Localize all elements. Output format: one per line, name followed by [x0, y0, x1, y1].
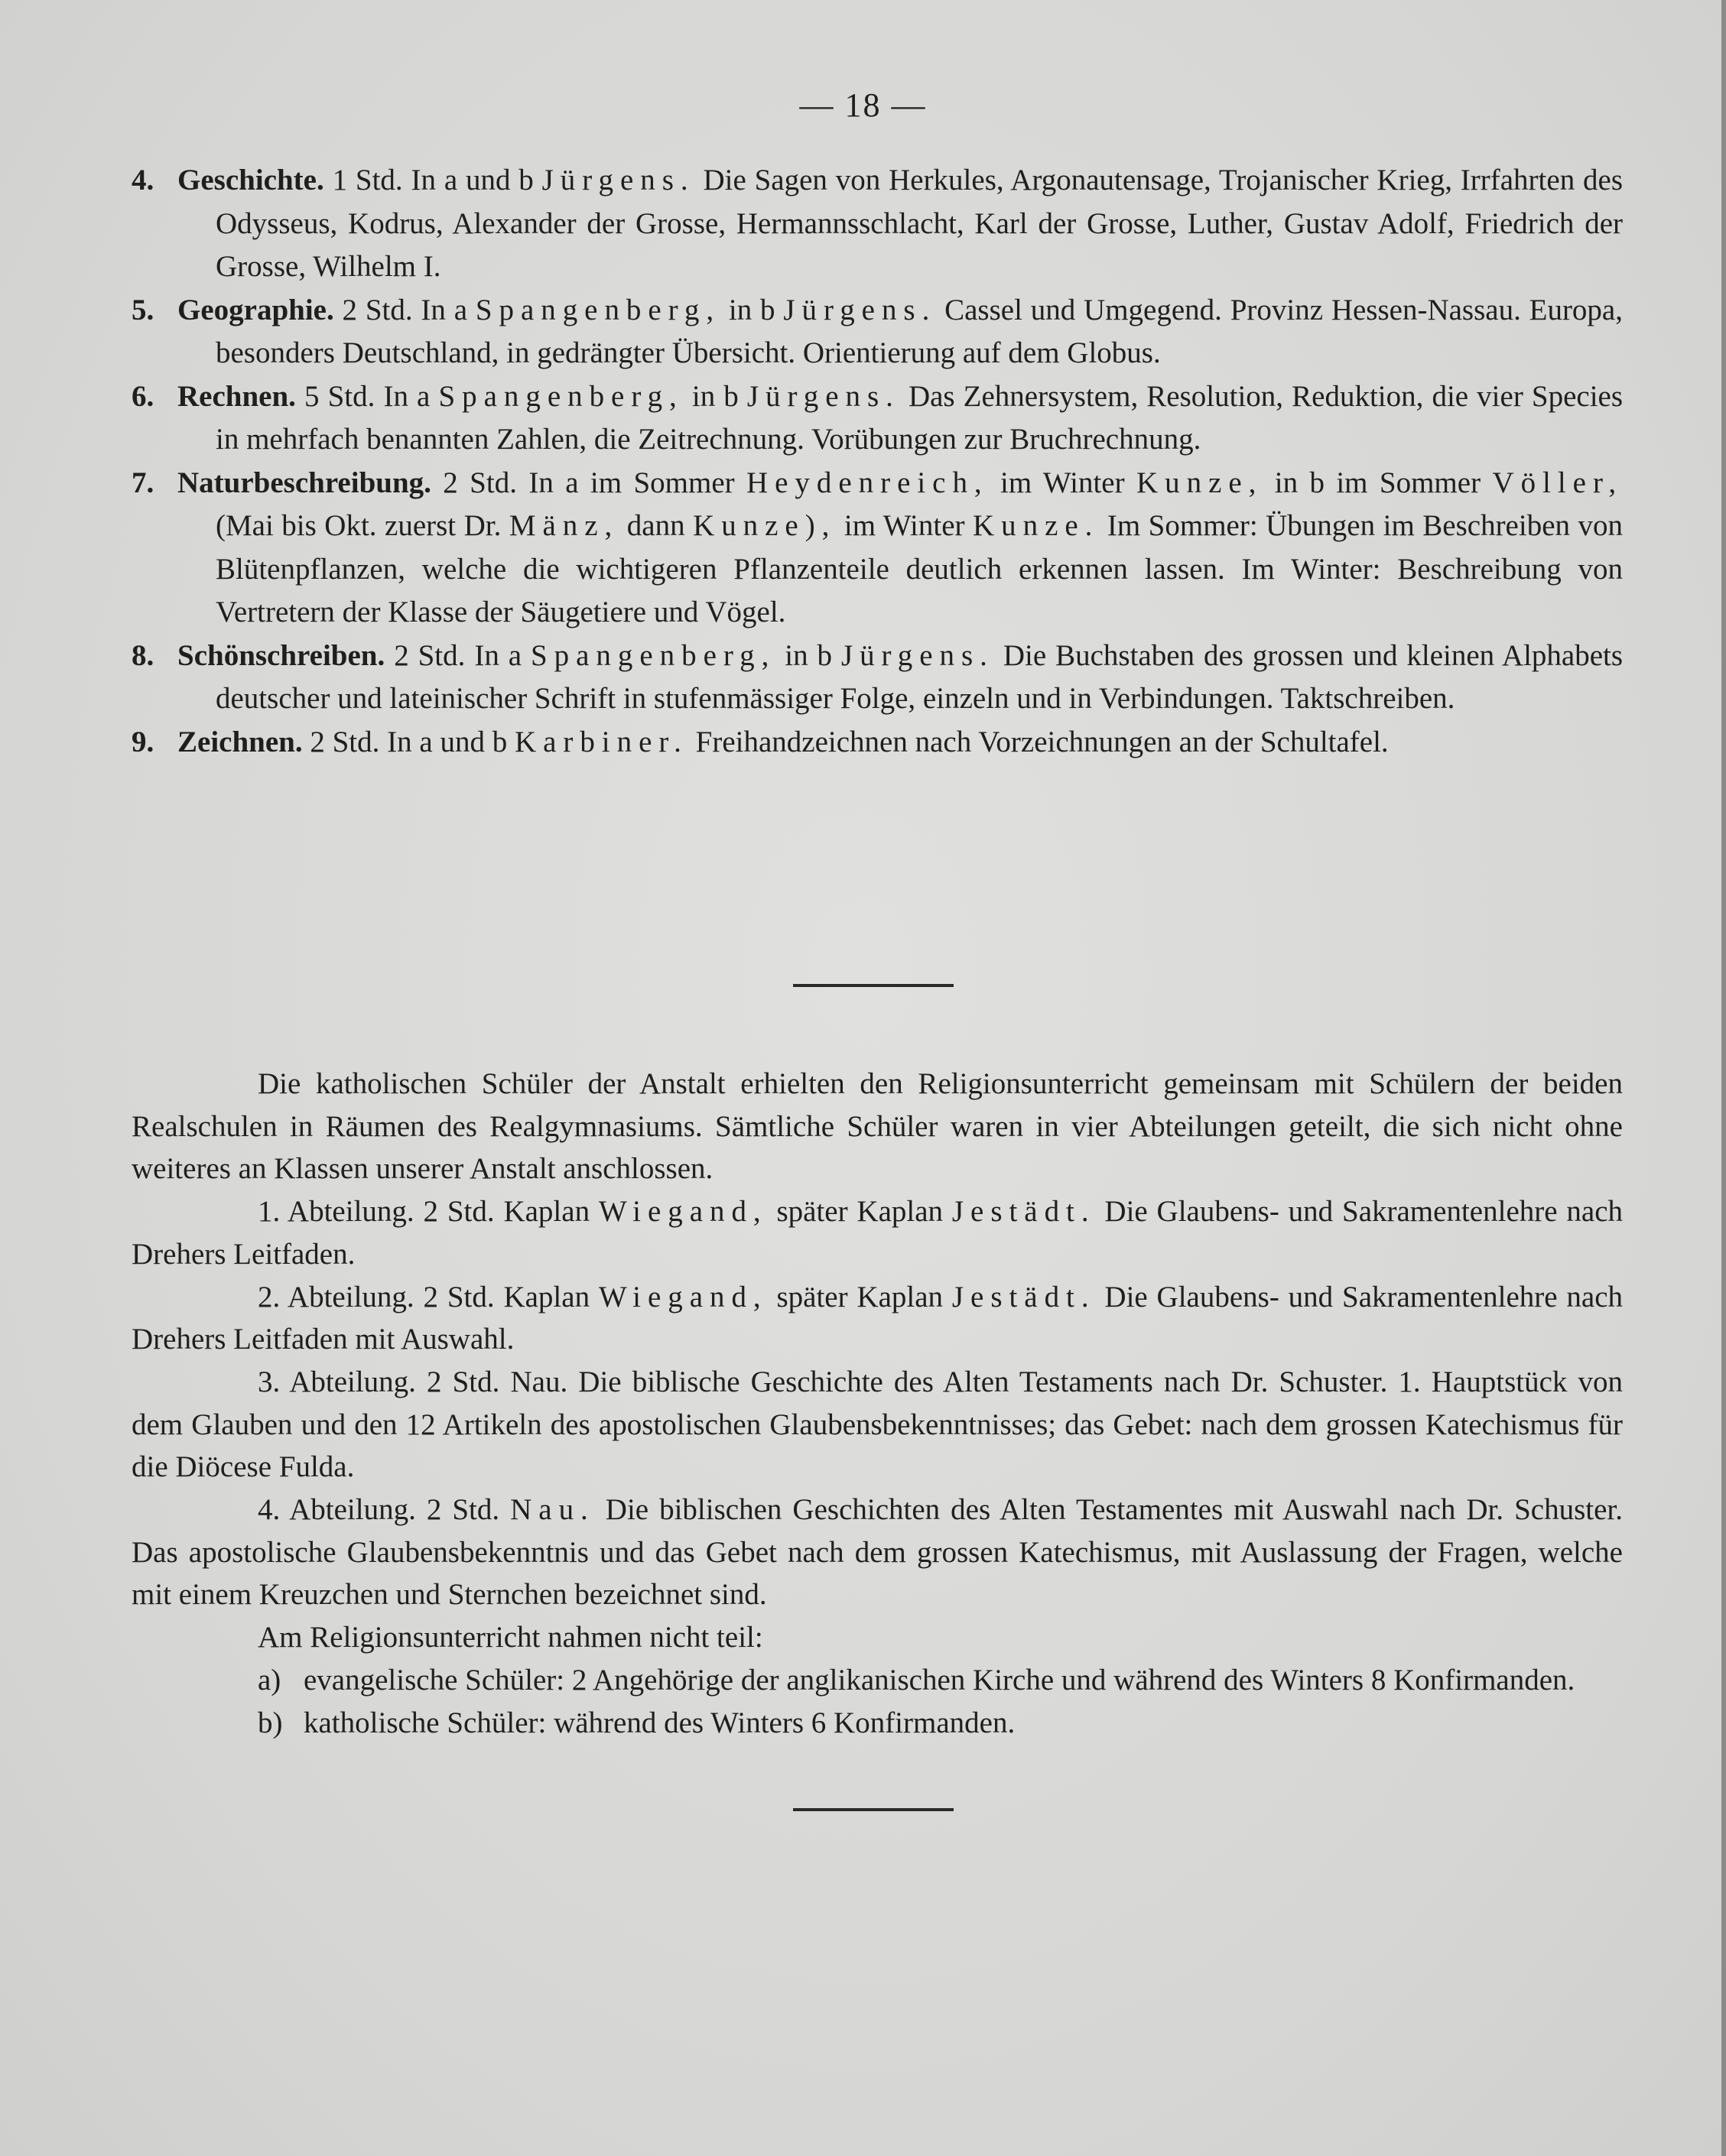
subject-text: in b im Sommer — [1274, 466, 1481, 499]
subject-hours: 2 Std. — [310, 725, 380, 758]
religion-intro: Die katholischen Schüler der Anstalt erhielten den Religionsunterricht gemeinsam mit Schülern der beiden Realschulen in Räumen des Realgymnasiums. Sämtliche Schüler waren in vier Abteilungen geteilt, die sich nicht ohne weiteres an Klassen unserer Anstalt anschlossen. — [132, 1067, 1623, 1186]
subject-number: 8. — [132, 638, 154, 672]
subject-text: In a und b — [387, 725, 508, 758]
subject-text: In a — [383, 379, 431, 413]
subject-content: Die Sagen von Herkules, Argonautensage, Trojanischer Krieg, Irrfahrten des Odysseus, Kodrus, Alexander der Grosse, Hermannsschlacht, Karl der Grosse, Luther, Gustav Adolf, Friedrich der Grosse, Wilhelm I. — [216, 164, 1624, 283]
subject-name: Schönschreiben. — [177, 638, 385, 672]
teacher-name: Spangenberg, — [475, 293, 721, 326]
teacher-name: Kunze. — [973, 509, 1100, 542]
teacher-name: Karbiner. — [514, 725, 688, 758]
teacher-name: Jestädt. — [951, 1280, 1096, 1313]
page-number: — 18 — — [799, 86, 927, 124]
subject-hours: 1 Std. — [332, 164, 403, 196]
subject-name: Naturbeschreibung. — [177, 466, 431, 499]
subject-name: Zeichnen. — [177, 725, 303, 758]
teacher-name: Kunze), — [693, 509, 837, 542]
division-text: später Kaplan — [776, 1280, 944, 1313]
subjects-list — [132, 159, 1623, 764]
subject-number: 6. — [132, 379, 154, 413]
teacher-name: Jestädt. — [951, 1195, 1096, 1229]
teacher-name: Nau. — [510, 1493, 595, 1527]
subject-content: Freihandzeichnen nach Vorzeichnungen an der Schultafel. — [695, 725, 1389, 758]
list-text: evangelische Schüler: 2 Angehörige der anglikanischen Kirche und während des Winters 8 Konfirmanden. — [304, 1663, 1575, 1697]
subject-text: im Winter — [843, 509, 965, 542]
division-head: 3. Abteilung. 2 Std. Nau. — [258, 1365, 568, 1398]
division-item — [132, 1276, 1623, 1361]
division-text: später Kaplan — [776, 1195, 944, 1229]
subject-number: 4. — [132, 164, 154, 196]
division-head: 2. Abteilung. 2 Std. Kaplan — [258, 1280, 590, 1313]
subject-hours: 2 Std. — [342, 293, 413, 326]
subject-text: In a — [421, 293, 468, 326]
religion-section — [132, 1063, 1623, 1744]
teacher-name: Wiegand, — [598, 1195, 768, 1229]
subject-hours: 5 Std. — [304, 379, 375, 413]
section-divider — [793, 1808, 954, 1811]
division-item — [132, 1190, 1623, 1275]
teacher-name: Jürgens. — [541, 164, 695, 196]
division-content: Die Glaubens- und Sakramentenlehre nach Drehers Leitfaden mit Auswahl. — [132, 1280, 1624, 1356]
division-item — [132, 1361, 1623, 1489]
subject-name: Rechnen. — [177, 379, 296, 413]
list-label: b) — [258, 1706, 283, 1739]
subject-number: 7. — [132, 466, 154, 499]
teacher-name: Jürgens. — [746, 379, 900, 413]
subject-item — [132, 159, 1623, 289]
division-content: Die biblische Geschichte des Alten Testaments nach Dr. Schuster. 1. Hauptstück von dem Glauben und den 12 Artikeln des apostolischen Glaubensbekenntnisses; das Gebet: nach dem grossen Katechismus für die Diöcese Fulda. — [132, 1365, 1623, 1484]
subject-text: In a im Sommer — [528, 466, 735, 499]
subject-text: dann — [626, 509, 685, 542]
teacher-name: Jürgens. — [783, 293, 937, 326]
subject-item — [132, 462, 1623, 635]
subject-name: Geschichte. — [177, 164, 324, 196]
section-divider — [793, 984, 954, 987]
nonparticipation-item — [132, 1702, 1623, 1745]
subject-item — [132, 289, 1623, 375]
subject-text: In a — [474, 638, 522, 672]
subject-number: 5. — [132, 293, 154, 326]
subject-text: in b — [691, 379, 739, 413]
teacher-name: Kunze, — [1136, 466, 1263, 499]
subject-item — [132, 635, 1623, 721]
subject-text: In a und b — [411, 164, 534, 196]
subject-hours: 2 Std. — [443, 466, 517, 499]
nonparticipation-intro: Am Religionsunterricht nahmen nicht teil: — [258, 1621, 763, 1654]
teacher-name: Völler, — [1492, 466, 1624, 499]
subject-text: in b — [728, 293, 775, 326]
teacher-name: Wiegand, — [598, 1280, 768, 1313]
list-label: a) — [258, 1663, 281, 1697]
division-item — [132, 1489, 1623, 1616]
division-head: 1. Abteilung. 2 Std. Kaplan — [258, 1195, 590, 1229]
subject-text: (Mai bis Okt. zuerst Dr. — [216, 509, 502, 542]
division-head: 4. Abteilung. 2 Std. — [258, 1493, 500, 1527]
subject-hours: 2 Std. — [394, 638, 466, 672]
subject-text: in b — [785, 638, 832, 672]
subject-content: Im Sommer: Übungen im Beschreiben von Blütenpflanzen, welche die wichtigeren Pflanzenteile deutlich erkennen lassen. Im Winter: Beschreibung von Vertretern der Klasse der Säugetiere und Vögel. — [216, 509, 1623, 628]
teacher-name: Jürgens. — [840, 638, 994, 672]
teacher-name: Heydenreich, — [746, 466, 989, 499]
division-content: Die biblischen Geschichten des Alten Testamentes mit Auswahl nach Dr. Schuster. Das apostolische Glaubensbekenntnis und das Gebet nach dem grossen Katechismus, mit Auslassung der Fragen, welche mit einem Kreuzchen und Sternchen bezeichnet sind. — [132, 1493, 1624, 1612]
subject-item — [132, 721, 1623, 765]
subject-number: 9. — [132, 725, 154, 758]
division-content: Die Glaubens- und Sakramentenlehre nach Drehers Leitfaden. — [132, 1195, 1624, 1271]
nonparticipation-item — [132, 1659, 1623, 1702]
teacher-name: Mänz, — [509, 509, 619, 542]
subject-name: Geographie. — [177, 293, 334, 326]
teacher-name: Spangenberg, — [531, 638, 776, 672]
subject-content: Das Zehnersystem, Resolution, Reduktion, die vier Species in mehrfach benannten Zahlen, die Zeitrechnung. Vorübungen zur Bruchrechnung. — [216, 379, 1624, 456]
subject-content: Cassel und Umgegend. Provinz Hessen-Nassau. Europa, besonders Deutschland, in gedrängter Übersicht. Orientierung auf dem Globus. — [216, 293, 1623, 369]
subject-item — [132, 375, 1623, 462]
subject-content: Die Buchstaben des grossen und kleinen Alphabets deutscher und lateinischer Schrift in stufenmässiger Folge, einzeln und in Verbindungen. Taktschreiben. — [216, 638, 1624, 715]
subject-text: im Winter — [1000, 466, 1125, 499]
teacher-name: Spangenberg, — [438, 379, 684, 413]
list-text: katholische Schüler: während des Winters 6 Konfirmanden. — [304, 1706, 1016, 1739]
